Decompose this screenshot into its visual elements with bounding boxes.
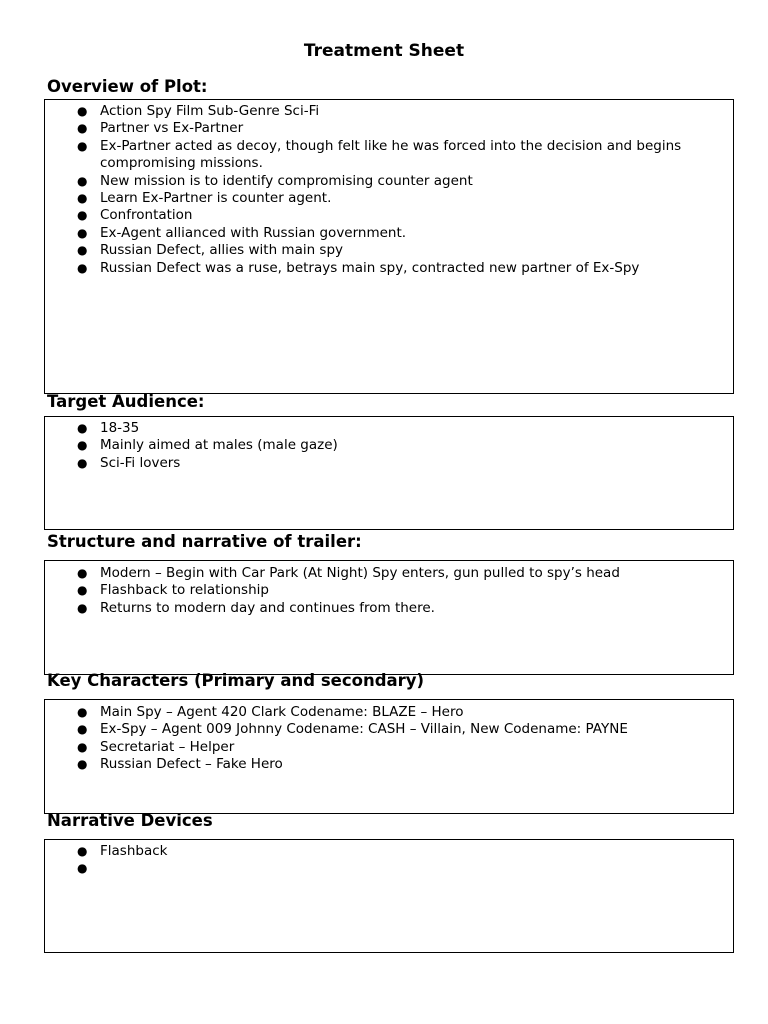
page-title: Treatment Sheet: [303, 41, 465, 61]
structure-box: [44, 560, 734, 675]
list-item: ● Modern – Begin with Car Park (At Night) Spy enters, gun pulled to spy’s head: [77, 565, 620, 581]
key-characters-box: [44, 699, 734, 814]
overview-box: [44, 99, 734, 394]
list-item: ● Ex-Agent allianced with Russian government.: [77, 224, 407, 241]
bullet-icon: ●: [77, 722, 88, 737]
list-item: ● Russian Defect, allies with main spy: [77, 242, 344, 259]
overview-list: [45, 103, 733, 277]
list-item: ● Flashback: [77, 843, 168, 859]
list-item: ● Partner vs Ex-Partner: [77, 120, 244, 137]
list-item: ● Learn Ex-Partner is counter agent.: [77, 190, 332, 207]
bullet-icon: ●: [77, 583, 88, 598]
bullet-icon: ●: [77, 438, 88, 453]
bullet-icon: ●: [77, 844, 88, 858]
list-item: ● Flashback to relationship: [77, 582, 269, 599]
bullet-icon: ●: [77, 191, 88, 206]
bullet-icon: ●: [77, 173, 88, 188]
narrative-devices-list: [45, 843, 733, 878]
list-item: ● Ex-Partner acted as decoy, though felt like he was forced into the decision and begins compromising missions.: [77, 137, 682, 172]
list-item: ● Russian Defect – Fake Hero: [77, 756, 283, 773]
bullet-icon: ●: [77, 138, 88, 153]
list-item: ● Mainly aimed at males (male gaze): [77, 437, 338, 454]
list-item: ● Action Spy Film Sub-Genre Sci-Fi: [77, 103, 320, 119]
list-item: ● Confrontation: [77, 207, 193, 224]
structure-list: [45, 565, 733, 617]
key-characters-list: [45, 704, 733, 774]
list-item: ● Returns to modern day and continues from there.: [77, 599, 435, 616]
narrative-devices-box: [44, 839, 734, 953]
bullet-icon: ●: [77, 243, 88, 258]
list-item: ● Secretariat – Helper: [77, 738, 235, 755]
list-item: ● Ex-Spy – Agent 009 Johnny Codename: CASH – Villain, New Codename: PAYNE: [77, 721, 628, 738]
bullet-icon: ●: [77, 421, 88, 435]
target-audience-list: [45, 420, 733, 472]
list-item: ● New mission is to identify compromising counter agent: [77, 172, 473, 189]
bullet-icon: ●: [77, 600, 88, 615]
target-audience-box: [44, 416, 734, 530]
heading-narrative-devices: Narrative Devices: [47, 811, 213, 830]
heading-target-audience: Target Audience:: [47, 392, 205, 411]
list-item: [77, 860, 733, 877]
bullet-icon: ●: [77, 121, 88, 136]
bullet-icon: ●: [77, 225, 88, 240]
bullet-icon: ●: [77, 566, 88, 580]
bullet-icon: ●: [77, 208, 88, 223]
bullet-icon: ●: [77, 739, 88, 754]
heading-overview-of-plot: Overview of Plot:: [47, 77, 208, 96]
bullet-icon: ●: [77, 104, 88, 118]
bullet-icon: ●: [77, 455, 88, 470]
heading-key-characters: Key Characters (Primary and secondary): [47, 671, 425, 690]
list-item: ● Sci-Fi lovers: [77, 454, 181, 471]
list-item: ● Russian Defect was a ruse, betrays main spy, contracted new partner of Ex-Spy: [77, 259, 640, 276]
heading-structure-and-narrative: Structure and narrative of trailer:: [47, 532, 362, 551]
bullet-icon: ●: [77, 757, 88, 772]
bullet-icon: ●: [77, 705, 88, 719]
bullet-icon: ●: [77, 861, 88, 876]
list-item: ● Main Spy – Agent 420 Clark Codename: BLAZE – Hero: [77, 704, 464, 720]
bullet-icon: ●: [77, 260, 88, 275]
list-item: ● 18-35: [77, 420, 140, 436]
